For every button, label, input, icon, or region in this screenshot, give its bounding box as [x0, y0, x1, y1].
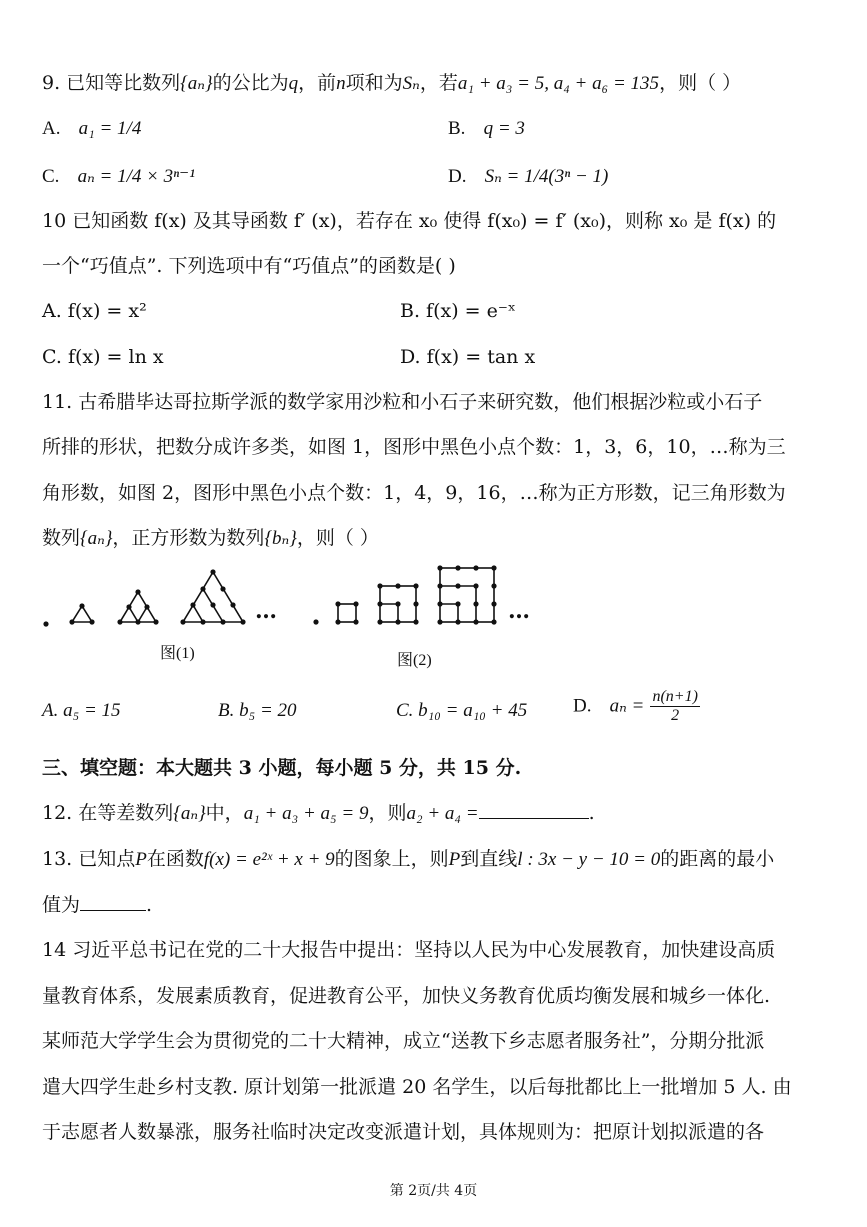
- q14-line3: 某师范大学学生会为贯彻党的二十大精神，成立“送教下乡志愿者服务社”，分期分批派: [42, 1030, 765, 1052]
- q13-point: P: [135, 849, 147, 870]
- q13-point: P: [448, 849, 461, 870]
- fig1-label: 图(1): [160, 645, 195, 662]
- q11-line1: 11. 古希腊毕达哥拉斯学派的数学家用沙粒和小石子来研究数，他们根据沙粒或小石子: [42, 391, 763, 413]
- q9-q: q: [288, 73, 299, 94]
- fig2-square-9: [377, 583, 418, 624]
- section3-title: 三、填空题：本大题共 3 小题，每小题 5 分，共 15 分.: [42, 757, 522, 779]
- q13-text: 值为: [42, 894, 81, 916]
- q13-answer-blank[interactable]: [80, 910, 146, 911]
- q9-stem: [42, 70, 829, 97]
- q9-text: ，若: [419, 72, 458, 94]
- q14-line4: 遣大四学生赴乡村支教. 原计划第一批派遣 20 名学生，以后每批都比上一批增加 5 人. 由: [42, 1076, 792, 1098]
- q12-line: [42, 800, 829, 827]
- q14-line2: 量教育体系，发展素质教育，促进教育公平，加快义务教育优质均衡发展和城乡一体化.: [42, 985, 771, 1007]
- q10-option-a: A. f(x) = x²: [42, 300, 147, 322]
- q9-n: n: [336, 73, 346, 94]
- option-text: aₙ = 1/4 × 3ⁿ⁻¹: [77, 166, 195, 187]
- q12-answer-blank[interactable]: [479, 818, 589, 819]
- q10-option-d: D. f(x) = tan x: [400, 346, 536, 368]
- q12-text: 12. 在等差数列: [42, 802, 174, 824]
- q9-option-c: [42, 163, 195, 190]
- q9-text: 9. 已知等比数列: [42, 72, 181, 94]
- q13-text: 在函数: [146, 848, 204, 870]
- option-text: q = 3: [483, 118, 525, 139]
- q13-text: 13. 已知点: [42, 848, 136, 870]
- q10-option-b: B. f(x) = e⁻ˣ: [400, 300, 516, 322]
- q11-text: ，正方形数为数列: [112, 527, 265, 549]
- q11-seq-b: {bₙ}: [264, 528, 297, 549]
- q12-text: .: [588, 802, 595, 824]
- q10-option-c: C. f(x) = ln x: [42, 346, 164, 368]
- q11-seq-a: {aₙ}: [80, 528, 113, 549]
- q12-text: ，则: [368, 802, 407, 824]
- option-label: D.: [573, 695, 592, 717]
- fig1-triangle-3: [69, 603, 94, 624]
- q10-line2: 一个“巧值点”. 下列选项中有“巧值点”的函数是( ): [42, 255, 456, 277]
- q13-text: 到直线: [460, 848, 518, 870]
- option-label: A.: [42, 118, 61, 139]
- q11-fraction: [650, 688, 699, 725]
- option-label: B.: [448, 118, 466, 139]
- figure-dots: [30, 560, 550, 640]
- q11-option-b: B. b₅ = 20: [218, 700, 297, 721]
- q11-option-c: C. b₁₀ = a₁₀ + 45: [396, 700, 528, 721]
- q9-text: ，前: [298, 72, 337, 94]
- page-footer: 第 2页/共 4页: [389, 1183, 478, 1199]
- fig2-label: 图(2): [397, 652, 432, 669]
- q12-seq: {aₙ}: [173, 803, 206, 824]
- q12-text: 中，: [205, 802, 244, 824]
- q9-text: 项和为: [345, 72, 403, 94]
- fraction-numerator: n(n+1): [652, 688, 698, 705]
- q9-option-d: [448, 163, 608, 190]
- fraction-denominator: 2: [671, 707, 680, 724]
- option-label: C.: [42, 166, 60, 187]
- fig2-dot: [313, 619, 318, 624]
- q10-line1: 10 已知函数 f(x) 及其导函数 f′ (x)，若存在 x₀ 使得 f(x₀) = f′ (x₀)，则称 x₀ 是 f(x) 的: [42, 210, 777, 232]
- q11-line3: 角形数，如图 2，图形中黑色小点个数：1，4，9，16，…称为正方形数，记三角形数为: [42, 482, 786, 504]
- q11-text: ，则（ ）: [296, 527, 379, 549]
- q9-text: 的公比为: [212, 72, 289, 94]
- option-text: Sₙ = 1/4(3ⁿ − 1): [484, 166, 609, 187]
- q13-text: 的图象上，则: [334, 848, 449, 870]
- q9-text: ，则（ ）: [659, 72, 742, 94]
- q11-line2: 所排的形状，把数分成许多类，如图 1，图形中黑色小点个数：1，3，6，10，…称为三: [42, 436, 786, 458]
- q9-option-b: [448, 115, 525, 142]
- q13-function: f(x) = e²ˣ + x + 9: [203, 849, 335, 870]
- q14-line1: 14 习近平总书记在党的二十大报告中提出：坚持以人民为中心发展教育，加快建设高质: [42, 939, 776, 961]
- fig2-square-16: [437, 565, 496, 624]
- q13-line2: [42, 892, 829, 918]
- option-label: D.: [448, 166, 467, 187]
- fig1-triangle-10: [180, 569, 245, 624]
- fig2-ellipsis: …: [508, 598, 530, 624]
- q9-condition: a₁ + a₃ = 5, a₄ + a₆ = 135: [457, 73, 660, 94]
- q11-text: 数列: [42, 527, 81, 549]
- q13-line1: [42, 846, 829, 873]
- q9-sn: Sₙ: [402, 73, 420, 94]
- q13-text: .: [146, 894, 153, 916]
- fig2-square-4: [335, 601, 358, 624]
- q12-ask: a₂ + a₄ =: [406, 803, 479, 824]
- q11-option-d: [573, 688, 700, 725]
- q13-text: 的距离的最小: [660, 848, 775, 870]
- q12-condition: a₁ + a₃ + a₅ = 9: [243, 803, 369, 824]
- option-lhs: aₙ =: [609, 695, 645, 717]
- option-text: a₁ = 1/4: [78, 118, 142, 139]
- q9-option-a: [42, 115, 141, 142]
- q11-option-a: A. a₅ = 15: [42, 700, 121, 721]
- q14-line5: 于志愿者人数暴涨，服务社临时决定改变派遣计划，具体规则为：把原计划拟派遣的各: [42, 1121, 765, 1143]
- fig1-ellipsis: …: [255, 598, 277, 624]
- q13-line-equation: l : 3x − y − 10 = 0: [517, 849, 661, 870]
- q11-line4: [42, 525, 829, 552]
- q9-seq: {aₙ}: [180, 73, 213, 94]
- fig1-dot: [43, 621, 48, 626]
- fig1-triangle-6: [117, 589, 158, 624]
